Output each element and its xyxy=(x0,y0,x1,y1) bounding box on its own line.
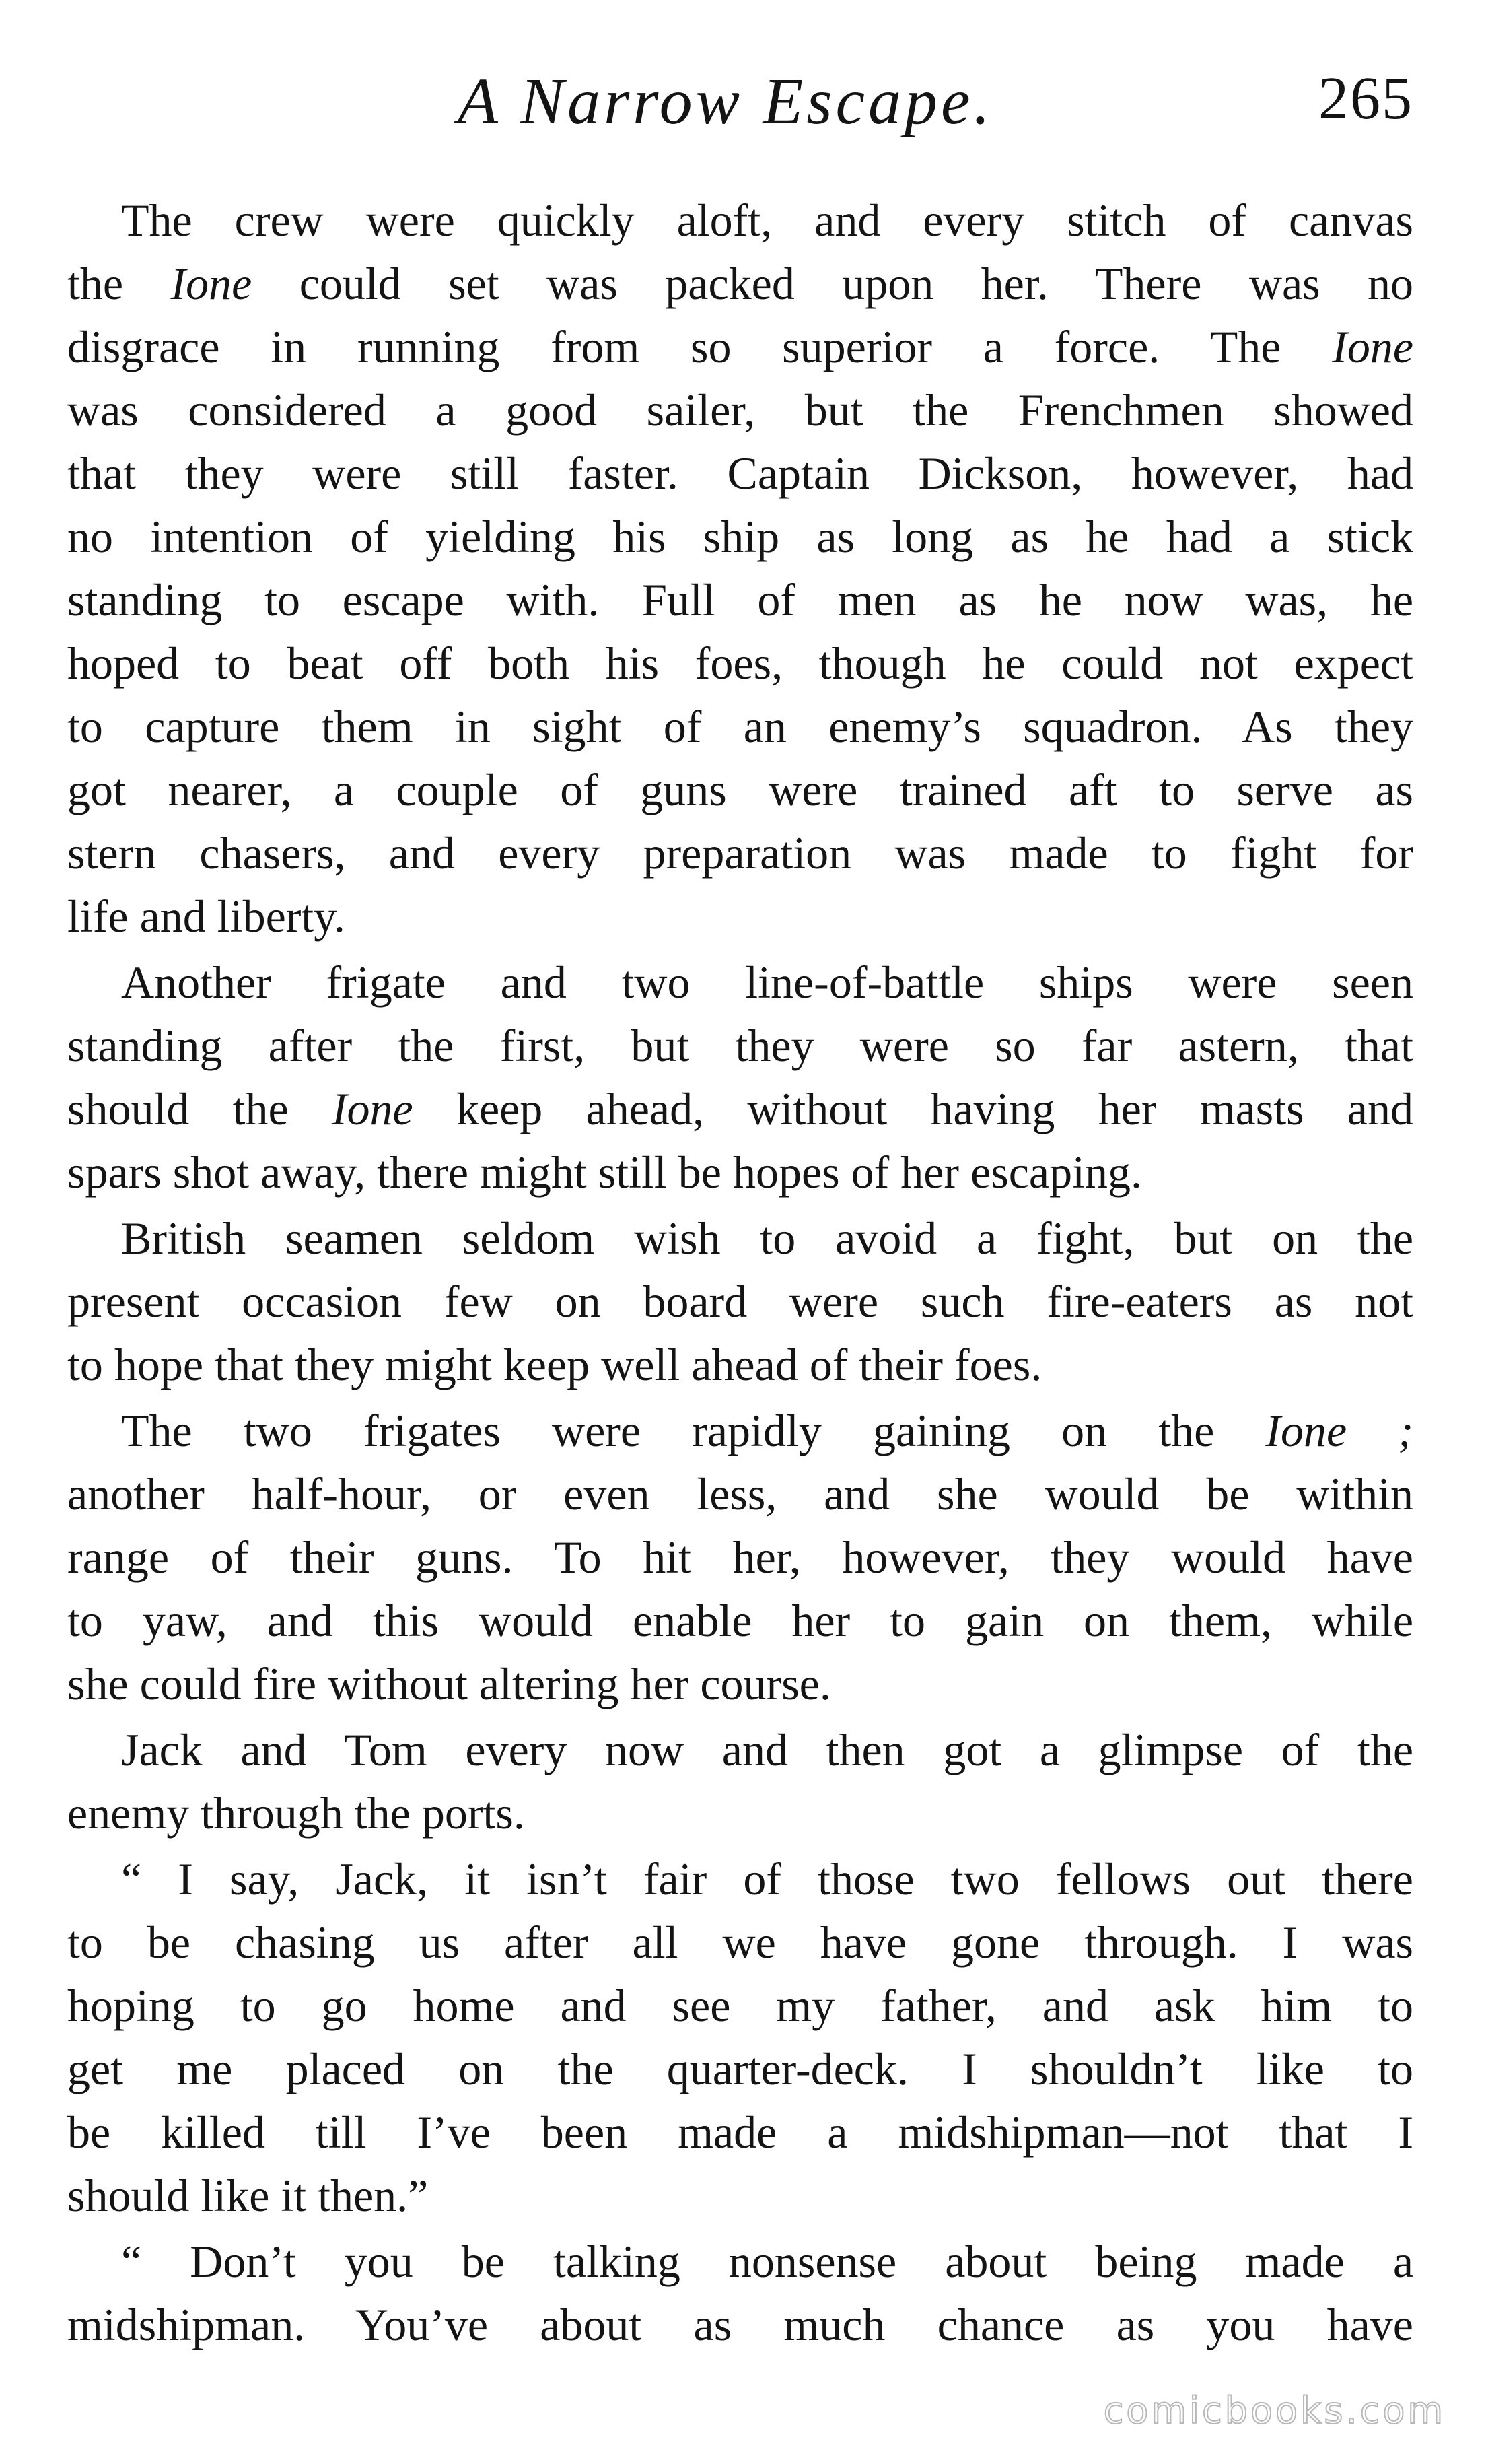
paragraph xyxy=(67,2230,1413,2356)
text-line: spars shot away, there might still be hopes of her escaping. xyxy=(67,1147,1142,1198)
text-line: another half-hour, or even less, and she would be within xyxy=(67,1468,1413,1519)
text-line: that they were still faster. Captain Dickson, however, had xyxy=(67,448,1413,499)
paragraph xyxy=(67,951,1413,1204)
text-line: present occasion few on board were such fire-eaters as not xyxy=(67,1276,1413,1327)
running-title: A Narrow Escape. xyxy=(458,65,993,138)
text-line: hoped to beat off both his foes, though he could not expect xyxy=(67,638,1413,689)
text-line: Jack and Tom every now and then got a glimpse of the xyxy=(121,1724,1413,1775)
text-line: stern chasers, and every preparation was made to fight for xyxy=(67,827,1413,879)
text-line: hoping to go home and see my father, and ask him to xyxy=(67,1980,1413,2031)
paragraph xyxy=(67,1206,1413,1396)
page-number: 265 xyxy=(1318,65,1413,132)
text-line: range of their guns. To hit her, however, they would have xyxy=(67,1532,1413,1583)
paragraph xyxy=(67,189,1413,948)
text-line: to be chasing us after all we have gone through. I was xyxy=(67,1917,1413,1968)
text-line: The crew were quickly aloft, and every stitch of canvas xyxy=(121,195,1413,246)
body-text xyxy=(67,189,1413,2356)
ship-name: Ione xyxy=(331,1083,413,1134)
text-line: British seamen seldom wish to avoid a fight, but on the xyxy=(121,1212,1413,1264)
text-line: be killed till I’ve been made a midshipman—not that I xyxy=(67,2107,1413,2158)
paragraph xyxy=(67,1718,1413,1845)
text-line: Another frigate and two line-of-battle ships were seen xyxy=(121,957,1413,1008)
text-line: to hope that they might keep well ahead of their foes. xyxy=(67,1339,1042,1390)
running-head xyxy=(67,64,1413,151)
text-line: should the Ione keep ahead, without having her masts and xyxy=(67,1083,1413,1134)
text-line: she could fire without altering her course. xyxy=(67,1658,831,1709)
text-line: was considered a good sailer, but the Frenchmen showed xyxy=(67,384,1413,436)
text-line: disgrace in running from so superior a force. The Ione xyxy=(67,321,1413,372)
ship-name: Ione xyxy=(1332,321,1413,372)
text-line: got nearer, a couple of guns were trained aft to serve as xyxy=(67,764,1413,815)
paragraph xyxy=(67,1847,1413,2227)
watermark-logo: comicbooks.com xyxy=(1103,2389,1446,2432)
text-line: should like it then.” xyxy=(67,2170,429,2221)
text-line: life and liberty. xyxy=(67,891,345,942)
text-line: to yaw, and this would enable her to gain on them, while xyxy=(67,1595,1413,1646)
text-line: standing to escape with. Full of men as he now was, he xyxy=(67,574,1413,625)
text-line: enemy through the ports. xyxy=(67,1787,525,1839)
text-line: no intention of yielding his ship as long as he had a stick xyxy=(67,511,1413,562)
text-line: to capture them in sight of an enemy’s squadron. As they xyxy=(67,701,1413,752)
text-line: “ Don’t you be talking nonsense about being made a xyxy=(121,2236,1413,2287)
paragraph xyxy=(67,1399,1413,1715)
text-line: midshipman. You’ve about as much chance as you have xyxy=(67,2299,1413,2350)
ship-name: Ione xyxy=(170,258,252,309)
text-line: standing after the first, but they were so far astern, that xyxy=(67,1020,1413,1071)
text-line: The two frigates were rapidly gaining on the Ione ; xyxy=(121,1405,1413,1456)
text-line: get me placed on the quarter-deck. I shouldn’t like to xyxy=(67,2043,1413,2094)
text-line: “ I say, Jack, it isn’t fair of those two fellows out there xyxy=(121,1853,1413,1905)
text-line: the Ione could set was packed upon her. There was no xyxy=(67,258,1413,309)
ship-name: Ione ; xyxy=(1265,1405,1413,1456)
